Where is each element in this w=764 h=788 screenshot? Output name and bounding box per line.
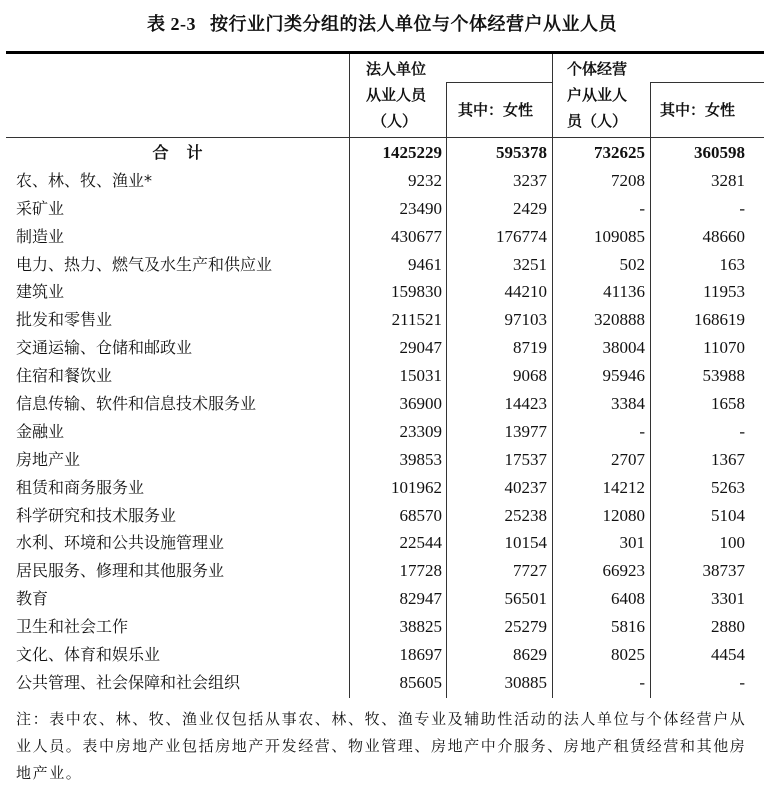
cell-indiv-female: 4454 bbox=[711, 645, 745, 665]
row-label: 科学研究和技术服务业 bbox=[16, 505, 177, 525]
row-label: 水利、环境和公共设施管理业 bbox=[16, 533, 225, 553]
cell-legal-total: 36900 bbox=[399, 394, 442, 414]
cell-indiv-total: - bbox=[639, 198, 645, 218]
cell-legal-total: 22544 bbox=[399, 533, 442, 553]
cell-indiv-total: 320888 bbox=[594, 310, 645, 330]
cell-indiv-total: 3384 bbox=[611, 394, 645, 414]
cell-indiv-female: 168619 bbox=[694, 310, 745, 330]
table-row bbox=[6, 223, 764, 251]
row-label: 交通运输、仓储和邮政业 bbox=[16, 338, 193, 358]
table-row bbox=[6, 641, 764, 669]
cell-legal-female: 176774 bbox=[496, 226, 547, 246]
cell-legal-female: 10154 bbox=[504, 533, 547, 553]
table-row bbox=[6, 306, 764, 334]
cell-indiv-female: 3301 bbox=[711, 589, 745, 609]
table-row bbox=[6, 418, 764, 446]
subheader-rule bbox=[446, 82, 552, 83]
table-row bbox=[6, 502, 764, 530]
table-row bbox=[6, 474, 764, 502]
table-row bbox=[6, 446, 764, 474]
cell-indiv-total: - bbox=[639, 421, 645, 441]
cell-legal-female: 8719 bbox=[513, 338, 547, 358]
table-row bbox=[6, 278, 764, 306]
cell-legal-female: 595378 bbox=[496, 143, 547, 162]
table-row bbox=[6, 390, 764, 418]
cell-legal-female: 14423 bbox=[504, 394, 547, 414]
table-note: 注：表中农、林、牧、渔业仅包括从事农、林、牧、渔专业及辅助性活动的法人单位与个体经营户从业人员。表中房地产业包括房地产开发经营、物业管理、房地产中介服务、房地产租赁经营和其他房地产业。 bbox=[16, 710, 747, 782]
row-label: 金融业 bbox=[16, 421, 65, 441]
cell-indiv-total: 66923 bbox=[602, 561, 645, 581]
table-row bbox=[6, 195, 764, 223]
row-label: 教育 bbox=[16, 589, 49, 609]
cell-indiv-female: 48660 bbox=[702, 226, 745, 246]
row-label: 建筑业 bbox=[16, 282, 65, 302]
cell-indiv-female: 163 bbox=[719, 254, 745, 274]
top-rule bbox=[6, 51, 764, 54]
cell-legal-total: 211521 bbox=[391, 310, 442, 330]
cell-legal-total: 430677 bbox=[391, 226, 442, 246]
cell-legal-female: 2429 bbox=[513, 198, 547, 218]
table-row bbox=[6, 251, 764, 279]
cell-indiv-total: 12080 bbox=[602, 505, 645, 525]
cell-indiv-female: 100 bbox=[719, 533, 745, 553]
cell-legal-total: 9461 bbox=[408, 254, 442, 274]
header-legal-female: 其中：女性 bbox=[458, 101, 534, 119]
cell-indiv-total: 109085 bbox=[594, 226, 645, 246]
cell-legal-total: 23490 bbox=[399, 198, 442, 218]
row-label: 卫生和社会工作 bbox=[16, 617, 129, 637]
table-row bbox=[6, 669, 764, 697]
cell-indiv-female: 5263 bbox=[711, 477, 745, 497]
cell-indiv-female: 5104 bbox=[711, 505, 745, 525]
cell-indiv-total: 14212 bbox=[602, 477, 645, 497]
row-label: 电力、热力、燃气及水生产和供应业 bbox=[16, 254, 273, 274]
header-legal-line3: （人） bbox=[372, 112, 418, 130]
cell-legal-total: 39853 bbox=[399, 449, 442, 469]
cell-legal-female: 13977 bbox=[504, 421, 547, 441]
table-row bbox=[6, 362, 764, 390]
cell-indiv-female: 1658 bbox=[711, 394, 745, 414]
cell-legal-total: 9232 bbox=[408, 170, 442, 190]
row-label: 合计 bbox=[152, 143, 221, 162]
header-indiv-line3: 员（人） bbox=[567, 112, 628, 130]
cell-legal-female: 25279 bbox=[504, 617, 547, 637]
cell-indiv-total: 732625 bbox=[594, 143, 645, 162]
table-row bbox=[6, 613, 764, 641]
header-rule bbox=[6, 137, 764, 138]
table-title-text: 按行业门类分组的法人单位与个体经营户从业人员 bbox=[210, 14, 617, 35]
table-row bbox=[6, 167, 764, 195]
cell-legal-female: 30885 bbox=[504, 672, 547, 692]
table-row bbox=[6, 557, 764, 585]
cell-legal-total: 15031 bbox=[399, 366, 442, 386]
table-title bbox=[0, 10, 764, 36]
table-number: 表 2-3 bbox=[147, 14, 196, 34]
row-label: 农、林、牧、渔业* bbox=[16, 170, 153, 190]
subheader-rule bbox=[650, 82, 764, 83]
cell-indiv-total: - bbox=[639, 672, 645, 692]
row-label: 居民服务、修理和其他服务业 bbox=[16, 561, 225, 581]
row-label: 文化、体育和娱乐业 bbox=[16, 645, 161, 665]
cell-indiv-female: 360598 bbox=[694, 143, 745, 162]
row-label: 制造业 bbox=[16, 226, 65, 246]
row-label: 批发和零售业 bbox=[16, 310, 113, 330]
cell-legal-female: 3251 bbox=[513, 254, 547, 274]
table-body bbox=[6, 139, 764, 697]
row-label: 租赁和商务服务业 bbox=[16, 477, 145, 497]
cell-legal-female: 25238 bbox=[504, 505, 547, 525]
header-indiv-female: 其中：女性 bbox=[660, 101, 736, 119]
cell-legal-total: 17728 bbox=[399, 561, 442, 581]
table-row bbox=[6, 585, 764, 613]
table-row bbox=[6, 334, 764, 362]
cell-legal-female: 17537 bbox=[504, 449, 547, 469]
cell-indiv-female: 53988 bbox=[702, 366, 745, 386]
cell-indiv-female: 38737 bbox=[702, 561, 745, 581]
cell-indiv-female: 1367 bbox=[711, 449, 745, 469]
cell-indiv-total: 6408 bbox=[611, 589, 645, 609]
row-label: 住宿和餐饮业 bbox=[16, 366, 113, 386]
cell-legal-female: 3237 bbox=[513, 170, 547, 190]
header-legal-line1: 法人单位 bbox=[366, 60, 427, 78]
cell-legal-female: 8629 bbox=[513, 645, 547, 665]
cell-legal-total: 23309 bbox=[399, 421, 442, 441]
cell-legal-total: 68570 bbox=[399, 505, 442, 525]
cell-indiv-total: 95946 bbox=[602, 366, 645, 386]
cell-legal-female: 40237 bbox=[504, 477, 547, 497]
cell-legal-female: 44210 bbox=[504, 282, 547, 302]
cell-indiv-female: 11070 bbox=[703, 338, 745, 358]
header-legal-line2: 从业人员 bbox=[366, 86, 427, 104]
cell-indiv-total: 5816 bbox=[611, 617, 645, 637]
cell-indiv-total: 2707 bbox=[611, 449, 645, 469]
cell-indiv-female: - bbox=[739, 672, 745, 692]
cell-indiv-total: 8025 bbox=[611, 645, 645, 665]
cell-indiv-total: 301 bbox=[619, 533, 645, 553]
cell-indiv-total: 7208 bbox=[611, 170, 645, 190]
row-label: 房地产业 bbox=[16, 449, 81, 469]
table-row bbox=[6, 529, 764, 557]
cell-indiv-female: 11953 bbox=[703, 282, 745, 302]
cell-legal-total: 38825 bbox=[399, 617, 442, 637]
cell-legal-total: 159830 bbox=[391, 282, 442, 302]
cell-legal-total: 85605 bbox=[399, 672, 442, 692]
total-row bbox=[6, 139, 764, 167]
cell-indiv-female: 2880 bbox=[711, 617, 745, 637]
cell-indiv-total: 41136 bbox=[603, 282, 645, 302]
cell-legal-total: 29047 bbox=[399, 338, 442, 358]
header-indiv-line1: 个体经营 bbox=[567, 60, 628, 78]
header-indiv-line2: 户从业人 bbox=[567, 86, 628, 104]
cell-indiv-total: 38004 bbox=[602, 338, 645, 358]
row-label: 公共管理、社会保障和社会组织 bbox=[16, 672, 241, 692]
cell-legal-total: 1425229 bbox=[382, 143, 442, 162]
cell-legal-total: 82947 bbox=[399, 589, 442, 609]
cell-indiv-total: 502 bbox=[619, 254, 645, 274]
cell-legal-female: 97103 bbox=[504, 310, 547, 330]
cell-legal-female: 9068 bbox=[513, 366, 547, 386]
row-label: 信息传输、软件和信息技术服务业 bbox=[16, 394, 257, 414]
cell-indiv-female: 3281 bbox=[711, 170, 745, 190]
cell-legal-total: 18697 bbox=[399, 645, 442, 665]
row-label: 采矿业 bbox=[16, 198, 65, 218]
cell-legal-female: 7727 bbox=[513, 561, 547, 581]
cell-indiv-female: - bbox=[739, 421, 745, 441]
cell-indiv-female: - bbox=[739, 198, 745, 218]
cell-legal-total: 101962 bbox=[391, 477, 442, 497]
cell-legal-female: 56501 bbox=[504, 589, 547, 609]
